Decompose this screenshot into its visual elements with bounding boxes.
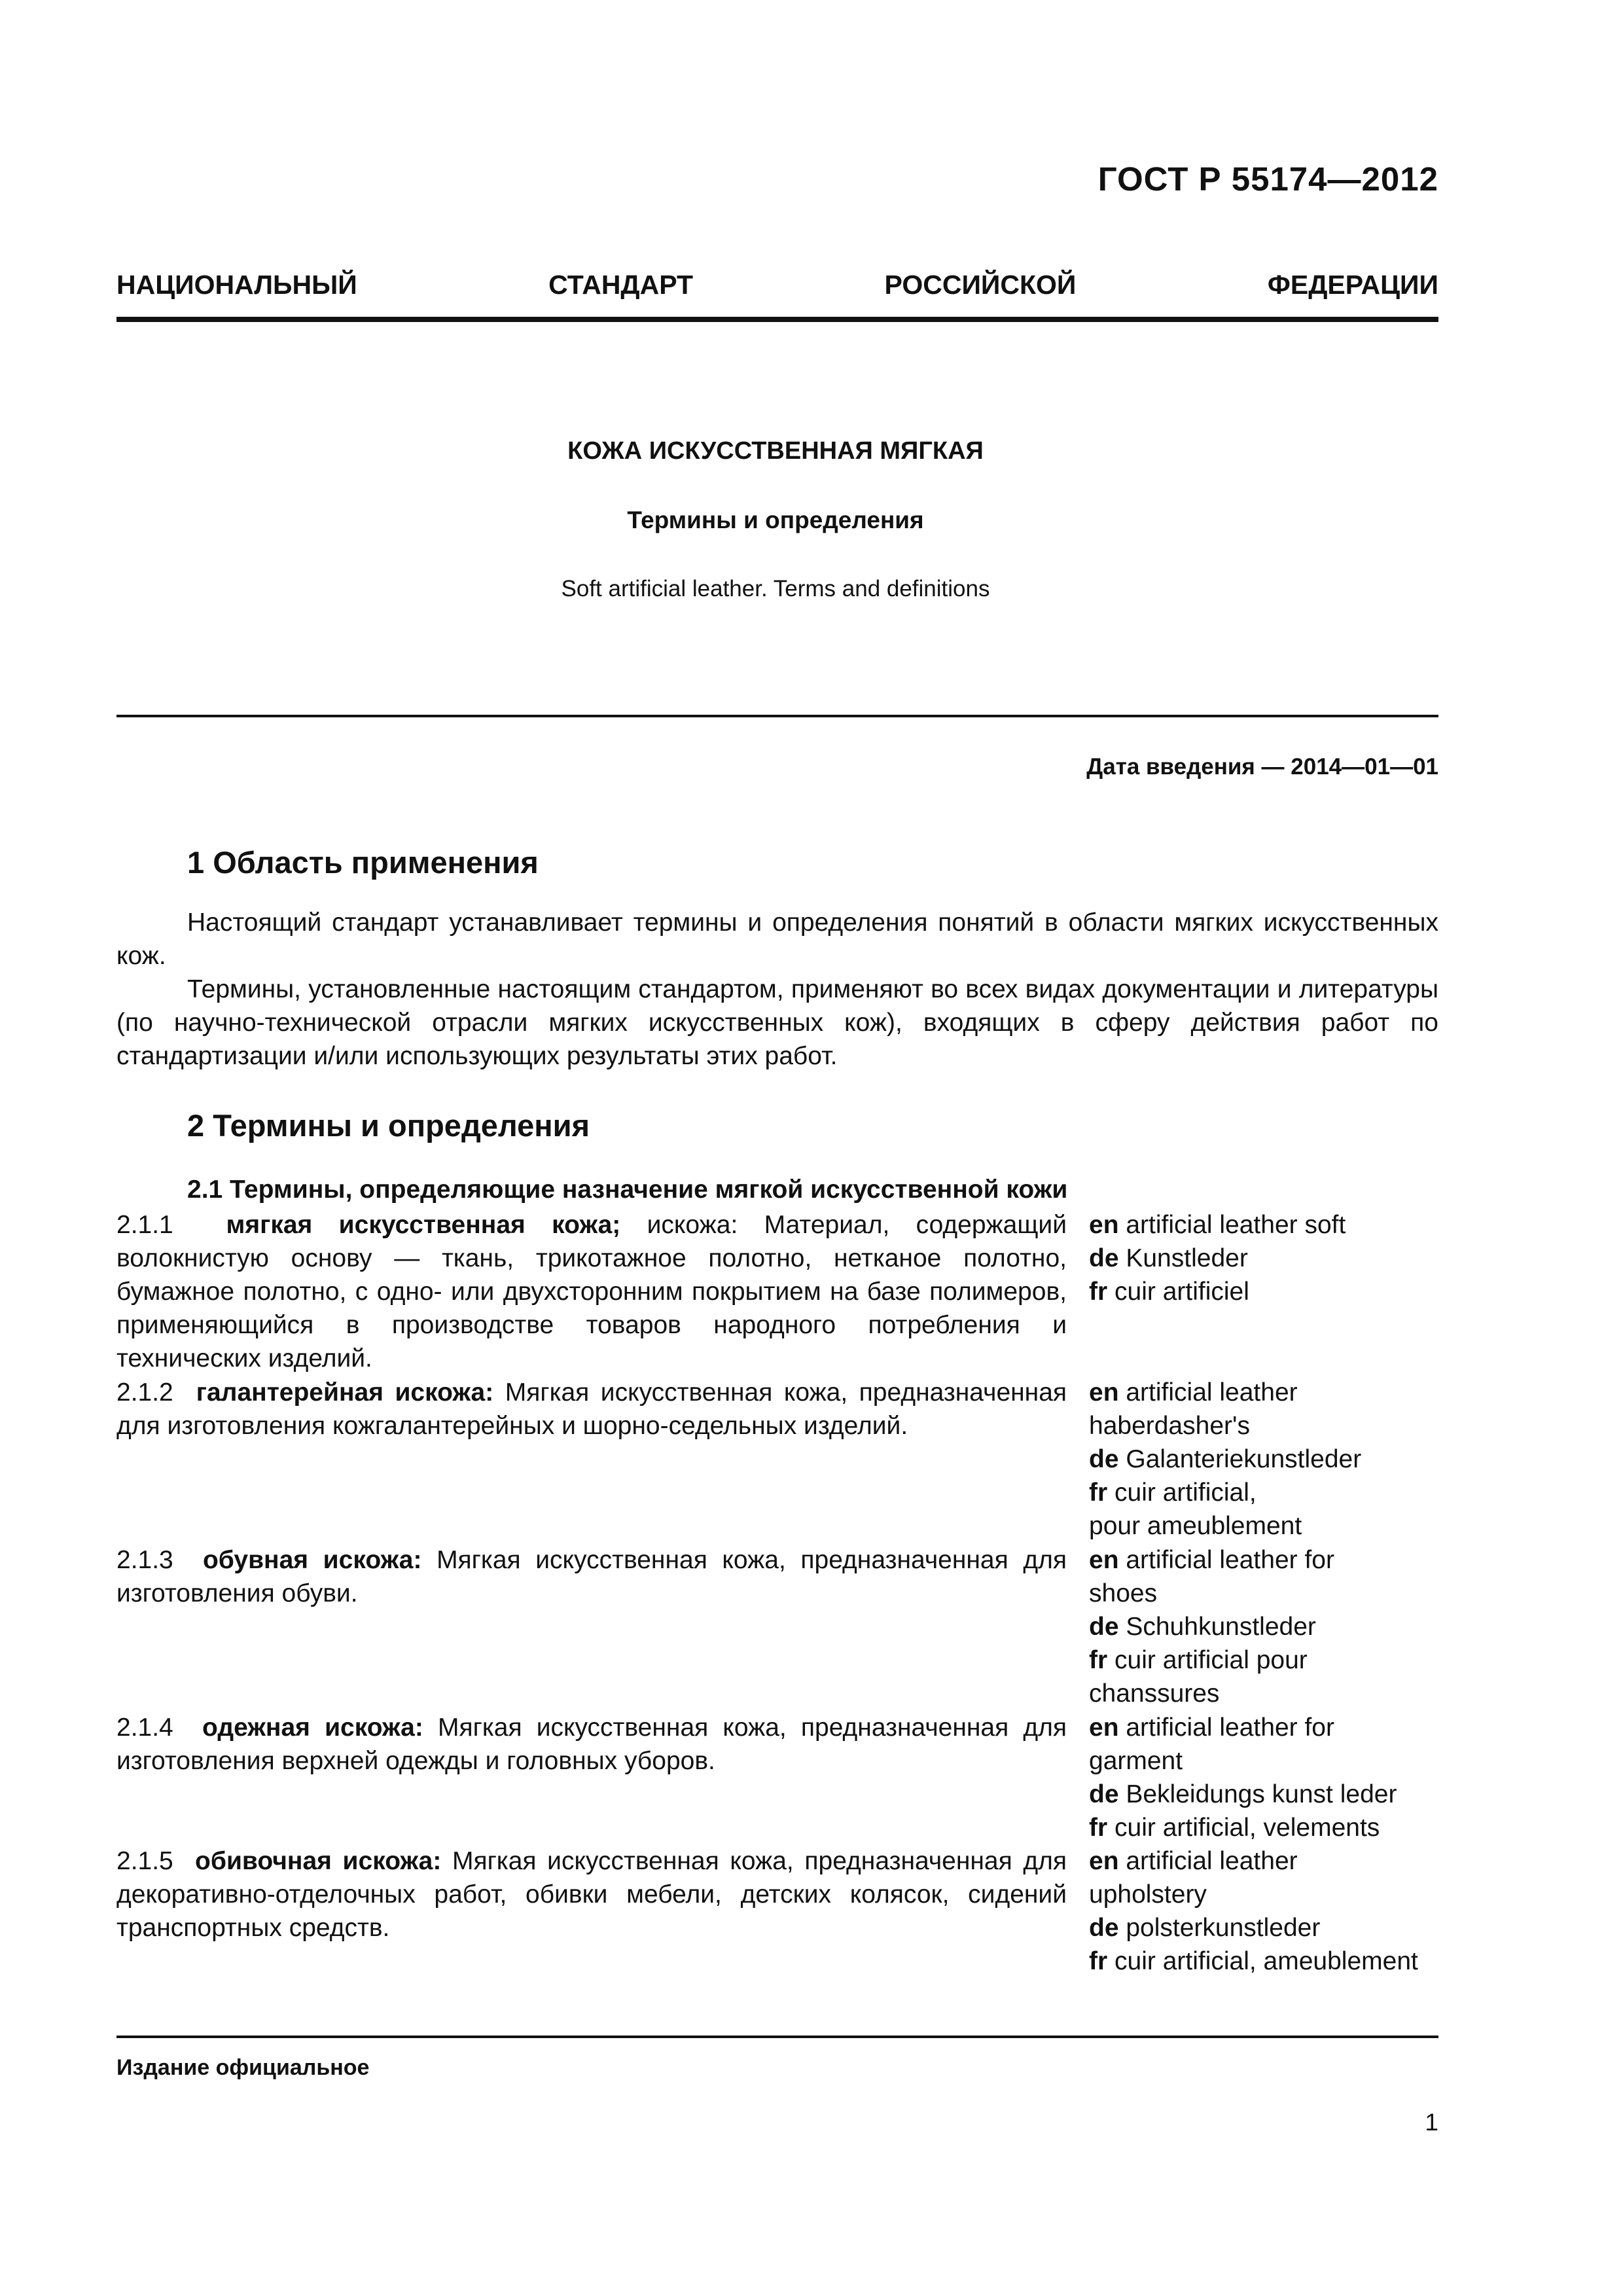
section-2-heading: 2 Термины и определения	[187, 1108, 590, 1143]
paragraph: Термины, установленные настоящим стандартом, применяют во всех видах документации и литературы (по научно-технической отрасли мягких искусственных кож), входящих в сферу действия работ по стандартизации и/или использующих результаты этих работ.	[116, 975, 1438, 1070]
equivalent-text: Bekleidungs kunst leder	[1126, 1780, 1397, 1808]
equivalent-text: artificial leather	[1126, 1847, 1298, 1875]
term-name: одежная искожа:	[202, 1713, 423, 1742]
definition-text: Мягкая искусственная кожа, предназначенная для изготовления верхней одежды и головных уборов.	[116, 1713, 1067, 1775]
equivalent-text: cuir artificiel	[1115, 1278, 1249, 1306]
equivalent-text: garment	[1089, 1747, 1183, 1775]
term-number: 2.1.2	[116, 1378, 173, 1407]
term-number: 2.1.3	[116, 1546, 173, 1574]
equivalent-text: chanssures	[1089, 1679, 1220, 1708]
equivalent-text: upholstery	[1089, 1880, 1207, 1909]
language-code: en	[1089, 1211, 1119, 1239]
section-1-body	[116, 906, 1438, 1073]
term-definition	[116, 1844, 1067, 1945]
term-definition	[116, 1543, 1067, 1610]
banner-word: СТАНДАРТ	[548, 270, 694, 300]
language-code: de	[1089, 1244, 1119, 1272]
page-number: 1	[1425, 2109, 1438, 2136]
term-definition	[116, 1376, 1067, 1443]
definition-text: Мягкая искусственная кожа, предназначенная для декоративно-отделочных работ, обивки мебели, детских колясок, сидений транспортных средств.	[116, 1847, 1067, 1942]
term-number: 2.1.5	[116, 1847, 173, 1875]
section-1-heading: 1 Область применения	[187, 845, 539, 880]
definition-text: Мягкая искусственная кожа, предназначенная для изготовления кожгалантерейных и шорно-седельных изделий.	[116, 1378, 1067, 1440]
foreign-equivalents	[1089, 1711, 1455, 1844]
language-code: fr	[1089, 1947, 1108, 1975]
equivalent-text: haberdasher's	[1089, 1412, 1250, 1440]
document-subtitle: Термины и определения	[627, 507, 924, 533]
equivalent-text: shoes	[1089, 1579, 1158, 1607]
language-code: de	[1089, 1914, 1119, 1942]
language-code: en	[1089, 1546, 1119, 1574]
language-code: fr	[1089, 1278, 1108, 1306]
equivalent-text: cuir artificial,	[1115, 1479, 1257, 1507]
english-title: Soft artificial leather. Terms and definitions	[561, 576, 990, 601]
foreign-equivalents	[1089, 1376, 1455, 1543]
paragraph: Настоящий стандарт устанавливает термины и определения понятий в области мягких искусственных кож.	[116, 908, 1438, 970]
definition-text: искожа: Материал, содержащий волокнистую основу — ткань, трикотажное полотно, нетканое полотно, бумажное полотно, с одно- или двухсторонним покрытием на базе полимеров, применяющийся в производстве товаров народного потребления и технических изделий.	[116, 1211, 1067, 1372]
equivalent-text: artificial leather for	[1126, 1713, 1334, 1742]
language-code: en	[1089, 1847, 1119, 1875]
national-standard-banner	[116, 270, 1438, 300]
equivalent-text: cuir artificial, ameublement	[1115, 1947, 1418, 1975]
language-code: en	[1089, 1378, 1119, 1407]
subsection-heading: 2.1 Термины, определяющие назначение мягкой искусственной кожи	[187, 1175, 1068, 1204]
equivalent-text: pour ameublement	[1089, 1512, 1302, 1540]
language-code: de	[1089, 1780, 1119, 1808]
term-number: 2.1.1	[116, 1211, 173, 1239]
term-definition	[116, 1711, 1067, 1778]
term-name: обувная искожа:	[202, 1546, 422, 1574]
language-code: en	[1089, 1713, 1119, 1742]
foreign-equivalents	[1089, 1844, 1455, 1978]
banner-word: ФЕДЕРАЦИИ	[1267, 270, 1438, 300]
equivalent-text: artificial leather for	[1126, 1546, 1334, 1574]
header-rule	[116, 317, 1438, 322]
language-code: fr	[1089, 1646, 1108, 1674]
title-rule	[116, 715, 1438, 717]
term-number: 2.1.4	[116, 1713, 173, 1742]
foreign-equivalents	[1089, 1543, 1455, 1710]
equivalent-text: Galanteriekunstleder	[1126, 1445, 1362, 1473]
document-title: КОЖА ИСКУССТВЕННАЯ МЯГКАЯ	[567, 437, 984, 465]
language-code: de	[1089, 1613, 1119, 1641]
equivalent-text: polsterkunstleder	[1126, 1914, 1321, 1942]
document-number: ГОСТ Р 55174—2012	[1097, 160, 1438, 198]
term-definition	[116, 1208, 1067, 1375]
term-name: обивочная искожа:	[195, 1847, 442, 1875]
language-code: fr	[1089, 1479, 1108, 1507]
equivalent-text: Kunstleder	[1126, 1244, 1248, 1272]
footer-rule	[116, 2036, 1438, 2038]
banner-word: НАЦИОНАЛЬНЫЙ	[116, 270, 357, 300]
definition-text: Мягкая искусственная кожа, предназначенная для изготовления обуви.	[116, 1546, 1067, 1607]
introduction-date: Дата введения — 2014—01—01	[1086, 754, 1438, 780]
equivalent-text: artificial leather soft	[1126, 1211, 1346, 1239]
equivalent-text: cuir artificial, velements	[1115, 1814, 1380, 1842]
equivalent-text: artificial leather	[1126, 1378, 1298, 1407]
equivalent-text: Schuhkunstleder	[1126, 1613, 1316, 1641]
term-name: галантерейная искожа:	[196, 1378, 494, 1407]
language-code: de	[1089, 1445, 1119, 1473]
term-name: мягкая искусственная кожа;	[226, 1211, 621, 1239]
official-edition-label: Издание официальное	[116, 2055, 370, 2080]
foreign-equivalents	[1089, 1208, 1455, 1308]
language-code: fr	[1089, 1814, 1108, 1842]
banner-word: РОССИЙСКОЙ	[884, 270, 1077, 300]
equivalent-text: cuir artificial pour	[1115, 1646, 1308, 1674]
